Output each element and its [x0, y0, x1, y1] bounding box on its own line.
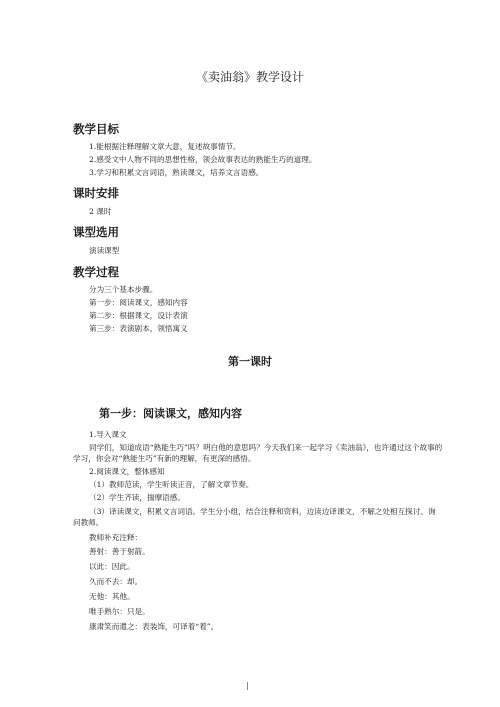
objectives-heading: 教学目标	[73, 122, 119, 136]
schedule-value: 2 课时	[89, 207, 112, 216]
process-heading: 教学过程	[73, 265, 119, 279]
read-step-3: （3）译读课文，积累文言词语。学生分小组，结合注释和资料，边读边译课文，不解之处相互探讨、询问教师。	[73, 507, 436, 527]
note-item: 无他：其他。	[89, 592, 135, 601]
process-item: 第二步：根据课文，设计表演	[89, 311, 188, 320]
objective-item-3: 3.学习和积累文言词语，熟读课文，培养文言语感。	[89, 168, 264, 177]
document-title: 《卖油翁》教学设计	[195, 70, 304, 84]
process-item: 第三步：表演剧本，领悟寓义	[89, 324, 188, 333]
intro-paragraph: 同学们，知道成语“熟能生巧”吗？明白他的意思吗？今天我们来一起学习《卖油翁》，也许通过这个故事的学习，你会对“熟能生巧”有新的理解，有更深的感悟。	[73, 443, 443, 463]
note-item: 久而不去：却。	[89, 577, 143, 586]
process-item: 第一步：阅读课文，感知内容	[89, 298, 188, 307]
note-item: 康肃笑而遣之：表装饰，可译着“着”。	[89, 622, 219, 631]
notes-heading: 教师补充注释：	[89, 533, 143, 542]
note-item: 以此：因此。	[89, 562, 135, 571]
objective-item-2: 2.感受文中人物不同的思想性格，领会故事表达的熟能生巧的道理。	[89, 155, 317, 164]
schedule-heading: 课时安排	[73, 186, 119, 200]
lesson-type-value: 演读课型	[89, 246, 120, 255]
lesson-title: 第一课时	[228, 355, 272, 368]
note-item: 唯手熟尔：只是。	[89, 607, 150, 616]
lesson-type-heading: 课型选用	[73, 225, 119, 239]
note-item: 善射：善于射箭。	[89, 547, 150, 556]
read-step-2: （2）学生齐读，揣摩语感。	[89, 493, 185, 502]
process-item: 分为三个基本步骤。	[89, 285, 158, 294]
step-title: 第一步：阅读课文，感知内容	[99, 407, 242, 420]
read-step-1: （1）教师范读，学生听读正音，了解文章节奏。	[89, 480, 254, 489]
intro-heading: 1.导入课文	[89, 430, 127, 439]
objective-item-1: 1.能根据注释理解文章大意，复述故事情节。	[89, 142, 241, 151]
text-cursor	[247, 682, 252, 690]
read-heading: 2.阅读课文，整体感知	[89, 467, 165, 476]
